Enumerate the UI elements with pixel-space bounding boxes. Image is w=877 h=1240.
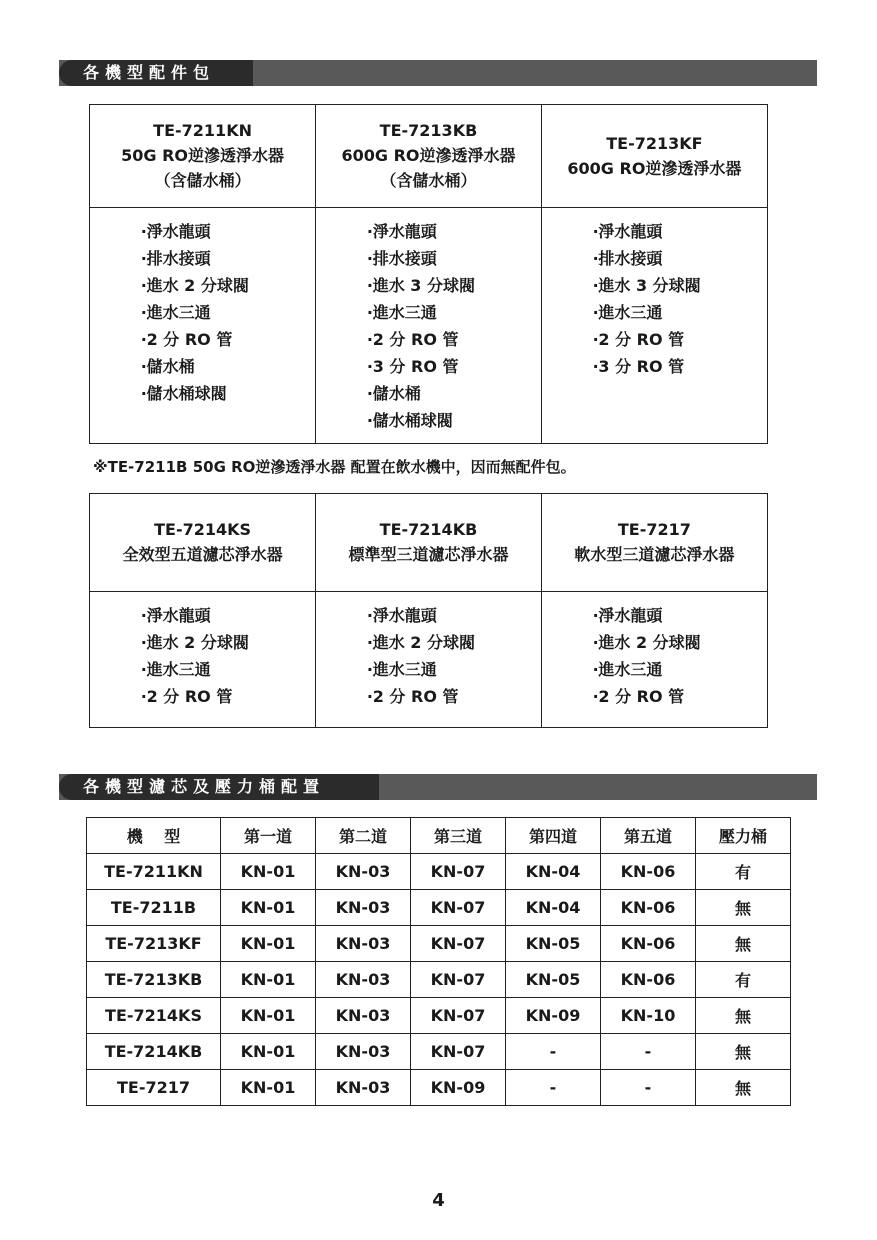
table-cell: KN-06 (601, 854, 696, 890)
table-cell: KN-06 (601, 890, 696, 926)
table-cell: TE-7213KB (87, 962, 221, 998)
table-cell: KN-01 (221, 926, 316, 962)
list-item: ‧進水 3 分球閥 (592, 275, 701, 295)
table-cell: KN-10 (601, 998, 696, 1034)
list-item: ‧3 分 RO 管 (367, 356, 459, 376)
model-header: TE-7217 軟水型三道濾芯淨水器 (541, 494, 767, 591)
table-cell: KN-01 (221, 998, 316, 1034)
page-number: 4 (432, 1190, 445, 1211)
table-cell: TE-7211KN (87, 854, 221, 890)
list-item: ‧排水接頭 (367, 248, 437, 268)
list-item: ‧進水 2 分球閥 (141, 632, 249, 652)
table-cell: TE-7214KB (87, 1034, 221, 1070)
list-item: ‧進水三通 (141, 659, 211, 679)
column-header: 第五道 (601, 818, 696, 854)
list-item: ‧進水三通 (367, 302, 437, 322)
list-item: ‧排水接頭 (592, 248, 663, 268)
list-item: ‧淨水龍頭 (367, 605, 437, 625)
table-row (87, 854, 791, 890)
list-item: ‧3 分 RO 管 (592, 356, 685, 376)
table-cell: KN-07 (411, 854, 506, 890)
list-item: ‧2 分 RO 管 (592, 686, 685, 706)
list-item: ‧2 分 RO 管 (367, 329, 459, 349)
table-cell: 無 (696, 926, 791, 962)
table-cell: KN-01 (221, 890, 316, 926)
table-cell: KN-01 (221, 1034, 316, 1070)
list-item: ‧排水接頭 (141, 248, 211, 268)
list-item: ‧淨水龍頭 (592, 221, 663, 241)
table-cell: TE-7211B (87, 890, 221, 926)
table-cell: KN-07 (411, 926, 506, 962)
accessory-list (541, 207, 767, 443)
table-cell: TE-7217 (87, 1070, 221, 1106)
model-header: TE-7214KS 全效型五道濾芯淨水器 (90, 494, 316, 591)
footnote: ※TE-7211B 50G RO逆滲透淨水器 配置在飲水機中，因而無配件包。 (93, 458, 576, 476)
list-item: ‧進水三通 (592, 302, 663, 322)
accessory-list (316, 591, 542, 727)
table-cell: KN-06 (601, 962, 696, 998)
list-item: ‧進水三通 (592, 659, 663, 679)
column-header: 第一道 (221, 818, 316, 854)
list-item: ‧2 分 RO 管 (367, 686, 459, 706)
table-row (87, 926, 791, 962)
table-row (87, 1070, 791, 1106)
table-cell: KN-07 (411, 962, 506, 998)
table-cell: 無 (696, 1034, 791, 1070)
table-cell: - (601, 1034, 696, 1070)
section-title: 各機型濾芯及壓力桶配置 (59, 774, 379, 800)
table-cell: TE-7214KS (87, 998, 221, 1034)
table-cell: KN-05 (506, 962, 601, 998)
list-item: ‧2 分 RO 管 (592, 329, 685, 349)
table-cell: KN-05 (506, 926, 601, 962)
list-item: ‧儲水桶 (367, 383, 421, 403)
filter-table (86, 817, 791, 1106)
table-cell: KN-06 (601, 926, 696, 962)
list-item: ‧儲水桶 (141, 356, 195, 376)
table-cell: 有 (696, 854, 791, 890)
table-cell: KN-01 (221, 962, 316, 998)
table-row (87, 1034, 791, 1070)
table-row (87, 998, 791, 1034)
list-item: ‧進水 2 分球閥 (367, 632, 476, 652)
table-cell: KN-09 (411, 1070, 506, 1106)
table-cell: 有 (696, 962, 791, 998)
accessory-table-2 (89, 493, 768, 728)
accessory-list (90, 591, 316, 727)
section-header-filters (59, 774, 817, 800)
column-header: 第四道 (506, 818, 601, 854)
list-item: ‧進水三通 (141, 302, 211, 322)
column-header: 第二道 (316, 818, 411, 854)
model-header: TE-7213KB 600G RO逆滲透淨水器 （含儲水桶） (316, 105, 542, 207)
list-item: ‧淨水龍頭 (141, 221, 211, 241)
table-cell: KN-07 (411, 1034, 506, 1070)
list-item: ‧儲水桶球閥 (367, 410, 453, 430)
model-header: TE-7214KB 標準型三道濾芯淨水器 (316, 494, 542, 591)
table-cell: KN-03 (316, 854, 411, 890)
list-item: ‧儲水桶球閥 (141, 383, 227, 403)
model-header: TE-7213KF 600G RO逆滲透淨水器 (541, 105, 767, 207)
list-item: ‧淨水龍頭 (141, 605, 211, 625)
table-cell: KN-03 (316, 1034, 411, 1070)
table-header-row (87, 818, 791, 854)
table-cell: 無 (696, 998, 791, 1034)
table-row (87, 890, 791, 926)
table-cell: KN-03 (316, 890, 411, 926)
table-cell: KN-09 (506, 998, 601, 1034)
table-cell: - (506, 1070, 601, 1106)
column-header: 第三道 (411, 818, 506, 854)
accessory-list (90, 207, 316, 443)
list-item: ‧淨水龍頭 (367, 221, 437, 241)
table-cell: KN-03 (316, 926, 411, 962)
table-cell: KN-01 (221, 854, 316, 890)
model-header: TE-7211KN 50G RO逆滲透淨水器 （含儲水桶） (90, 105, 316, 207)
table-cell: KN-07 (411, 998, 506, 1034)
table-cell: - (506, 1034, 601, 1070)
table-cell: - (601, 1070, 696, 1106)
table-cell: KN-04 (506, 890, 601, 926)
table-cell: KN-03 (316, 1070, 411, 1106)
accessory-list (316, 207, 542, 443)
list-item: ‧淨水龍頭 (592, 605, 663, 625)
list-item: ‧進水 2 分球閥 (141, 275, 249, 295)
list-item: ‧2 分 RO 管 (141, 329, 233, 349)
section-header-accessories (59, 60, 817, 86)
accessory-table-1 (89, 104, 768, 444)
table-cell: KN-01 (221, 1070, 316, 1106)
accessory-list (541, 591, 767, 727)
table-row (87, 962, 791, 998)
table-cell: KN-03 (316, 998, 411, 1034)
table-cell: TE-7213KF (87, 926, 221, 962)
column-header: 壓力桶 (696, 818, 791, 854)
column-header: 機 型 (87, 818, 221, 854)
table-cell: KN-04 (506, 854, 601, 890)
table-cell: 無 (696, 890, 791, 926)
list-item: ‧進水 2 分球閥 (592, 632, 701, 652)
section-title: 各機型配件包 (59, 60, 253, 86)
table-cell: KN-07 (411, 890, 506, 926)
list-item: ‧進水 3 分球閥 (367, 275, 476, 295)
list-item: ‧2 分 RO 管 (141, 686, 233, 706)
table-cell: 無 (696, 1070, 791, 1106)
list-item: ‧進水三通 (367, 659, 437, 679)
table-cell: KN-03 (316, 962, 411, 998)
